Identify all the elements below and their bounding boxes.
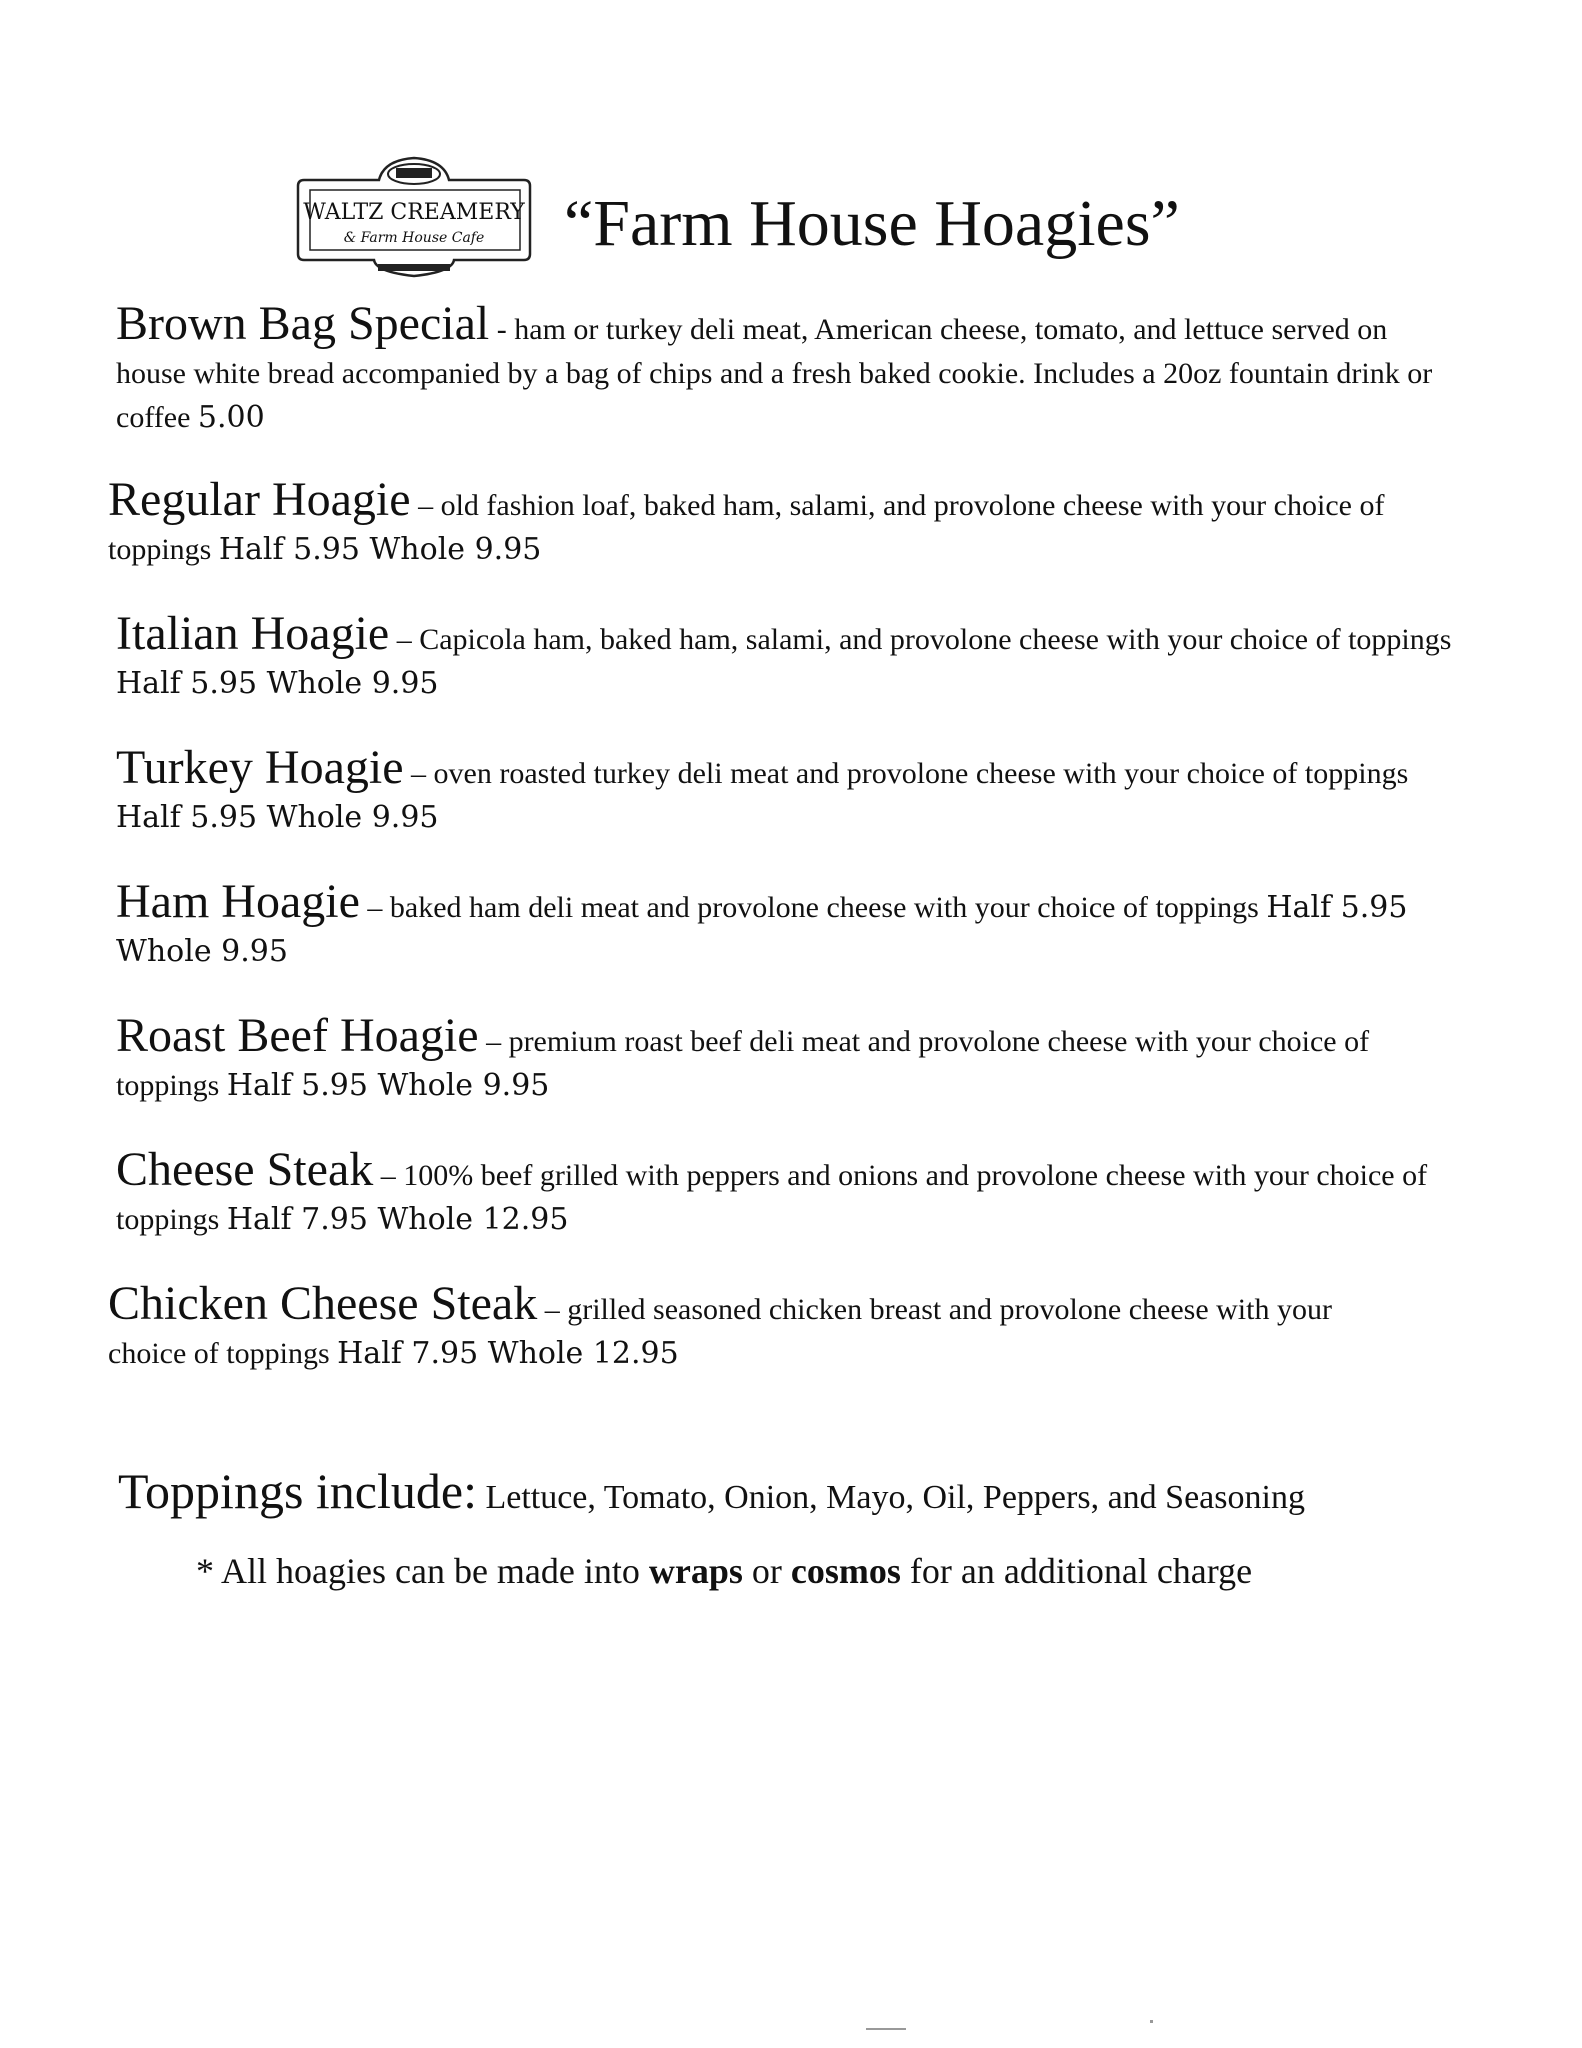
item-description: – Capicola ham, baked ham, salami, and provolone cheese with your choice of toppings: [389, 623, 1452, 656]
item-price: Half 7.95 Whole 12.95: [337, 1336, 679, 1371]
header: [284, 150, 1284, 290]
item-description: - ham or turkey deli meat, American cheese, tomato, and lettuce served on house white bread accompanied by a bag of chips and a fresh baked cookie. Includes a 20oz fountain drink or coffee: [116, 313, 1433, 434]
item-price: Half 5.95 Whole 9.95: [218, 532, 542, 567]
logo-line-2: & Farm House Cafe: [343, 230, 485, 246]
item-name: Ham Hoagie: [116, 875, 360, 928]
toppings-list: Lettuce, Tomato, Onion, Mayo, Oil, Peppers, and Seasoning: [476, 1479, 1305, 1516]
note-suffix: for an additional charge: [900, 1551, 1253, 1591]
note-prefix: * All hoagies can be made into: [196, 1551, 649, 1591]
note-cosmos: cosmos: [790, 1551, 901, 1591]
item-name: Chicken Cheese Steak: [108, 1277, 538, 1330]
menu-item: [116, 1009, 1416, 1108]
menu-item: [108, 473, 1468, 572]
menu-item: [116, 297, 1446, 440]
item-price: 5.00: [197, 400, 265, 435]
item-price: Half 5.95 Whole 9.95: [116, 800, 439, 835]
logo-line-1: WALTZ CREAMERY: [303, 200, 525, 225]
note-or: or: [742, 1551, 791, 1591]
item-price: Half 5.95 Whole 9.95: [226, 1068, 550, 1103]
item-description: – baked ham deli meat and provolone cheese with your choice of toppings: [359, 891, 1267, 924]
menu-item: [116, 741, 1476, 840]
wraps-note: [196, 1550, 1252, 1592]
menu-item: [116, 607, 1476, 706]
waltz-creamery-logo: [284, 150, 544, 290]
item-name: Turkey Hoagie: [116, 741, 404, 794]
item-description: – oven roasted turkey deli meat and provolone cheese with your choice of toppings: [403, 757, 1409, 790]
item-price: Half 7.95 Whole 12.95: [226, 1202, 569, 1237]
menu-item: [108, 1277, 1408, 1376]
note-wraps: wraps: [648, 1551, 743, 1591]
item-price: Half 5.95 Whole 9.95: [116, 890, 1408, 969]
item-description: – old fashion loaf, baked ham, salami, and provolone cheese with your choice of toppings: [108, 489, 1385, 566]
menu-item: [116, 1143, 1476, 1242]
item-name: Italian Hoagie: [116, 607, 390, 660]
item-description: – grilled seasoned chicken breast and provolone cheese with your choice of toppings: [108, 1293, 1332, 1370]
item-name: Regular Hoagie: [108, 473, 411, 526]
item-price: Half 5.95 Whole 9.95: [116, 666, 439, 701]
item-name: Brown Bag Special: [116, 297, 490, 350]
item-name: Roast Beef Hoagie: [116, 1009, 479, 1062]
toppings-line: [118, 1462, 1478, 1520]
item-name: Cheese Steak: [116, 1143, 374, 1196]
scan-speck: [866, 2028, 906, 2030]
item-description: – 100% beef grilled with peppers and onions and provolone cheese with your choice of toppings: [116, 1159, 1428, 1236]
item-description: – premium roast beef deli meat and provolone cheese with your choice of toppings: [116, 1025, 1370, 1102]
scan-speck: [1150, 2020, 1153, 2023]
page-title: “Farm House Hoagies”: [564, 187, 1180, 260]
menu-item: [116, 875, 1416, 974]
toppings-label: Toppings include:: [118, 1463, 477, 1519]
